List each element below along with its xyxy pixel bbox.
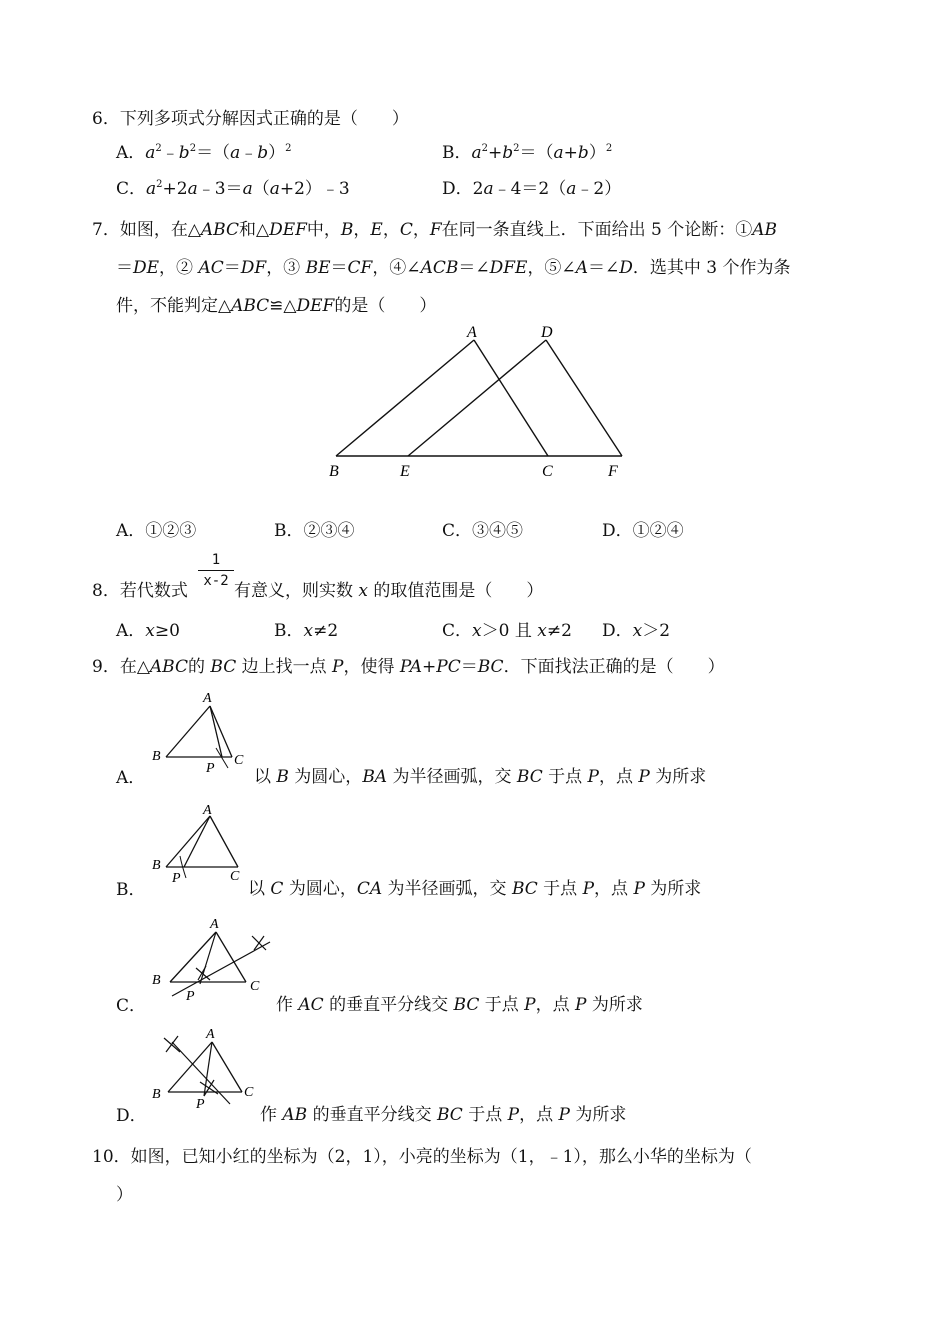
label-a: A [203,803,212,818]
segment-de [408,340,546,456]
label-a: A [467,324,477,341]
label-c: C [250,979,260,994]
q9-figure-c [148,912,278,1004]
q7-option-c: C．③④⑤ [442,521,524,541]
q9-option-b-text: 以 C 为圆心，CA 为半径画弧，交 BC 于点 P，点 P 为所求 [248,879,702,899]
q9-option-a-label: A． [116,768,146,788]
label-p: P [186,989,195,1004]
q9-figure-d [148,1024,268,1116]
q9-figure-b [148,800,258,890]
label-a: A [203,691,212,706]
label-p: P [196,1097,205,1112]
label-c: C [244,1085,254,1100]
q7-line-3: 件，不能判定△ABC≌△DEF的是（ ） [116,296,437,316]
q9-option-d-label: D． [116,1106,147,1126]
label-b: B [152,749,161,764]
q7-option-b: B．②③④ [274,521,355,541]
segment-ac [474,340,548,456]
label-a: A [206,1027,215,1042]
q8-numerator: 1 [211,552,221,568]
q7-line-2: ＝DE，② AC＝DF，③ BE＝CF，④∠ACB＝∠DFE，⑤∠A＝∠D．选其中 3 个作为条 [116,258,791,278]
label-b: B [152,858,161,873]
label-e: E [400,463,410,480]
q8-stem-end: 有意义，则实数 x 的取值范围是（ ） [234,581,544,601]
segment-df [546,340,622,456]
q6-option-d: D．2a﹣4＝2（a﹣2） [442,179,622,199]
q9-option-d-text: 作 AB 的垂直平分线交 BC 于点 P，点 P 为所求 [260,1105,627,1125]
q6-option-a: A．$a^2﹣b^2=(a﹣b)^2$ [116,143,292,163]
label-c: C [230,869,240,884]
q7-triangle-figure [320,320,640,485]
q10-line-2: ） [116,1185,133,1205]
label-p: P [206,761,215,776]
q8-denominator: x-2 [203,573,229,589]
q8-option-c: C．x＞0 且 x≠2 [442,621,572,641]
q9-option-b-label: B． [116,880,146,900]
q9-figure-a [148,688,258,776]
q6-stem: 6．下列多项式分解因式正确的是（ ） [92,109,409,129]
q8-option-d: D．x＞2 [602,621,671,641]
q6-option-c: C．$a^2+2a﹣3=a(a+2)﹣3$ [116,179,350,199]
q8-option-a: A．x≥0 [116,621,180,641]
label-b: B [152,973,161,988]
q9-option-c-label: C． [116,996,147,1016]
q7-option-d: D．①②④ [602,521,684,541]
q8-fraction [198,552,234,589]
label-a: A [210,917,219,932]
segment-ab [336,340,474,456]
q8-stem-start: 8．若代数式 [92,581,188,601]
q9-stem: 9．在△ABC的 BC 边上找一点 P，使得 PA+PC＝BC．下面找法正确的是（ ） [92,657,725,677]
q8-option-b: B．x≠2 [274,621,339,641]
label-b: B [329,463,339,480]
label-c: C [542,463,553,480]
label-p: P [172,871,181,886]
label-d: D [541,324,553,341]
q9-option-c-text: 作 AC 的垂直平分线交 BC 于点 P，点 P 为所求 [276,995,643,1015]
label-f: F [608,463,618,480]
q10-line-1: 10．如图，已知小红的坐标为（2，1），小亮的坐标为（1，﹣1），那么小华的坐标为（ [92,1147,752,1167]
q7-option-a: A．①②③ [116,521,197,541]
label-b: B [152,1087,161,1102]
q9-option-a-text: 以 B 为圆心，BA 为半径画弧，交 BC 于点 P，点 P 为所求 [254,767,707,787]
q8-fraction-bar [198,570,234,571]
q7-line-1: 7．如图，在△ABC和△DEF中，B，E，C，F在同一条直线上．下面给出 5 个论断：①AB [92,220,778,240]
q6-option-b: B．$a^2+b^2=(a+b)^2$ [442,143,613,163]
label-c: C [234,753,244,768]
